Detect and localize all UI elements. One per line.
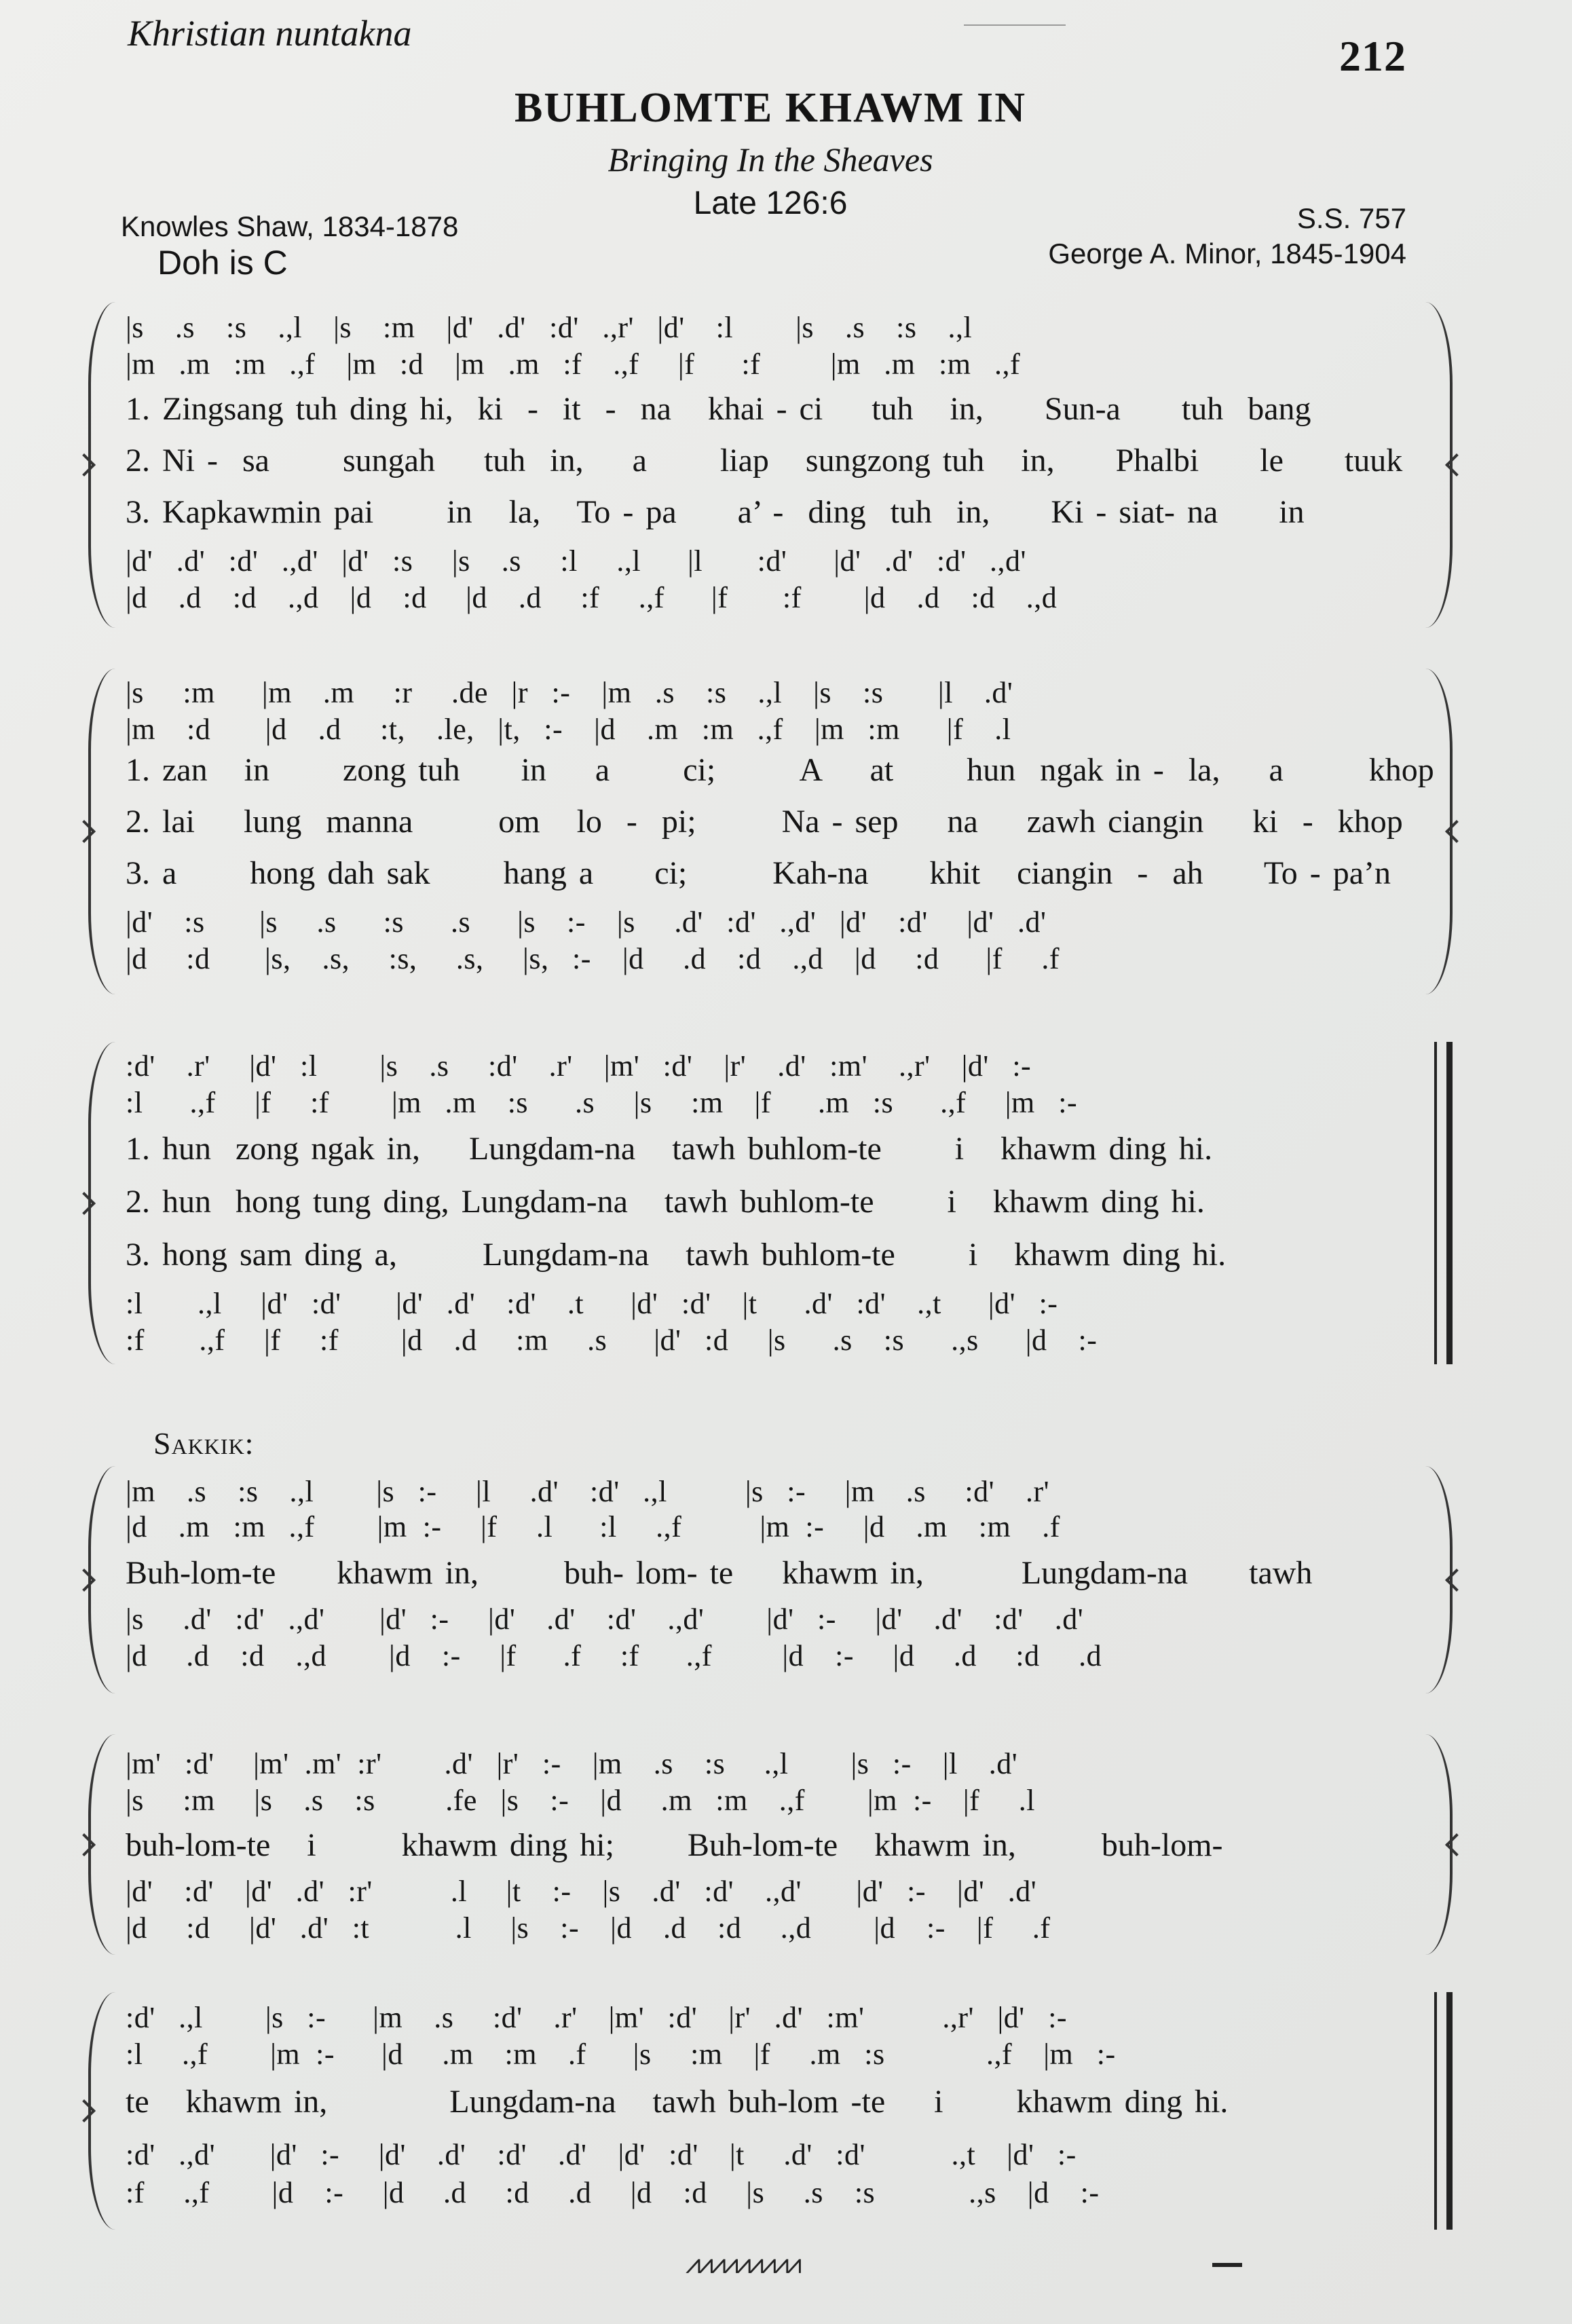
solfa-line-soprano: |s .s :s .,l |s :m |d' .d' :d' .,r' |d' :l |s .s :s .,l [126,311,973,344]
solfa-line-alto: :l .,f |m :- |d .m :m .f |s :m |f .m :s .,f |m :- [126,2038,1116,2071]
lyric-line-refrain: Buh-lom-te khawm in, buh- lom- te khawm in, Lungdam-na tawh [126,1555,1313,1591]
solfa-line-tenor: :l .,l |d' :d' |d' .d' :d' .t |d' :d' |t .d' :d' .,t |d' :- [126,1287,1058,1320]
tune-reference: S.S. 757 [1296,202,1406,234]
lyricist: Knowles Shaw, 1834-1878 [121,210,459,242]
final-barline [1434,1992,1453,2230]
key-signature: Doh is C [157,244,288,282]
solfa-line-tenor: |d' .d' :d' .,d' |d' :s |s .s :l .,l |l :d' |d' .d' :d' .,d' [126,544,1026,578]
hymn-subtitle: Bringing In the Sheaves [607,140,933,179]
lyric-line-verse-1: 1. zan in zong tuh in a ci; A at hun ngak in - la, a khop [126,752,1434,788]
solfa-line-soprano: :d' .,l |s :- |m .s :d' .r' |m' :d' |r' .d' :m' .,r' |d' :- [126,2001,1068,2034]
solfa-line-bass: |d .d :d .,d |d :d |d .d :f .,f |f :f |d .d :d .,d [126,581,1058,614]
brace-left [88,1466,118,1693]
brace-left [88,1992,118,2230]
refrain-system-1 [88,1466,1453,1693]
lyric-line-verse-2: 2. Ni - sa sungah tuh in, a liap sungzong tuh in, Phalbi le tuuk [126,443,1403,479]
brace-left [88,1042,118,1364]
running-head: Khristian nuntakna [128,13,412,54]
scripture-reference: Late 126:6 [693,185,848,221]
lyric-line-verse-3: 3. a hong dah sak hang a ci; Kah-na khit ciangin - ah To - pa’n [126,855,1391,891]
brace-right [1423,669,1453,994]
solfa-line-soprano: |m .s :s .,l |s :- |l .d' :d' .,l |s :- |m .s :d' .r' [126,1475,1050,1508]
solfa-line-bass: :f .,f |d :- |d .d :d .d |d :d |s .s :s .,s |d :- [126,2176,1100,2209]
lyric-line-verse-2: 2. lai lung manna om lo - pi; Na - sep na zawh ciangin ki - khop [126,804,1403,840]
solfa-line-alto: :l .,f |f :f |m .m :s .s |s :m |f .m :s .,f |m :- [126,1086,1078,1119]
music-system-2 [88,669,1453,994]
lyric-line-verse-3: 3. Kapkawmin pai in la, To - pa a’ - ding tuh in, Ki - siat- na in [126,494,1305,530]
solfa-line-tenor: |d' :d' |d' .d' :r' .l |t :- |s .d' :d' .,d' |d' :- |d' .d' [126,1875,1037,1908]
solfa-line-soprano: :d' .r' |d' :l |s .s :d' .r' |m' :d' |r' .d' :m' .,r' |d' :- [126,1049,1032,1083]
music-system-1 [88,302,1453,628]
solfa-line-bass: |d .d :d .,d |d :- |f .f :f .,f |d :- |d .d :d .d [126,1639,1102,1672]
refrain-label: Sakkik: [153,1426,255,1461]
lyric-line-verse-1: 1. Zingsang tuh ding hi, ki - it - na khai - ci tuh in, Sun-a tuh bang [126,391,1311,427]
composer: George A. Minor, 1845-1904 [1048,238,1406,269]
end-dash [1212,2263,1242,2267]
solfa-line-alto: |s :m |s .s :s .fe |s :- |d .m :m .,f |m :- |f .l [126,1784,1036,1817]
lyric-line-verse-3: 3. hong sam ding a, Lungdam-na tawh buhlom-te i khawm ding hi. [126,1237,1227,1273]
brace-left [88,302,118,628]
brace-right [1423,302,1453,628]
music-system-3 [88,1042,1453,1364]
brace-left [88,1734,118,1955]
solfa-line-bass: :f .,f |f :f |d .d :m .s |d' :d |s .s :s .,s |d :- [126,1324,1098,1357]
page-number: 212 [1339,32,1406,80]
lyric-line-refrain: buh-lom-te i khawm ding hi; Buh-lom-te khawm in, buh-lom- [126,1827,1223,1863]
brace-left [88,669,118,994]
refrain-system-3 [88,1992,1453,2230]
solfa-line-soprano: |m' :d' |m' .m' :r' .d' |r' :- |m .s :s .,l |s :- |l .d' [126,1747,1018,1780]
hymn-title: BUHLOMTE KHAWM IN [514,85,1026,131]
solfa-line-soprano: |s :m |m .m :r .de |r :- |m .s :s .,l |s :s |l .d' [126,676,1013,709]
brace-right [1423,1734,1453,1955]
end-ornament: ⩘⩘⩘⩘⩘⩘⩘⩘⩘ [686,2249,800,2279]
solfa-line-alto: |m .m :m .,f |m :d |m .m :f .,f |f :f |m .m :m .,f [126,348,1021,381]
final-barline [1434,1042,1453,1364]
solfa-line-tenor: |s .d' :d' .,d' |d' :- |d' .d' :d' .,d' |d' :- |d' .d' :d' .d' [126,1603,1084,1636]
lyric-line-verse-2: 2. hun hong tung ding, Lungdam-na tawh buhlom-te i khawm ding hi. [126,1184,1205,1220]
solfa-line-tenor: :d' .,d' |d' :- |d' .d' :d' .d' |d' :d' |t .d' :d' .,t |d' :- [126,2138,1077,2171]
solfa-line-bass: |d :d |s, .s, :s, .s, |s, :- |d .d :d .,d |d :d |f .f [126,942,1060,975]
lyric-line-refrain: te khawm in, Lungdam-na tawh buh-lom -te i khawm ding hi. [126,2084,1229,2120]
scan-mark [964,24,1066,26]
refrain-system-2 [88,1734,1453,1955]
lyric-line-verse-1: 1. hun zong ngak in, Lungdam-na tawh buhlom-te i khawm ding hi. [126,1131,1213,1167]
solfa-line-bass: |d :d |d' .d' :t .l |s :- |d .d :d .,d |d :- |f .f [126,1911,1051,1945]
solfa-line-alto: |m :d |d .d :t, .le, |t, :- |d .m :m .,f |m :m |f .l [126,713,1011,746]
brace-right [1423,1466,1453,1693]
solfa-line-tenor: |d' :s |s .s :s .s |s :- |s .d' :d' .,d' |d' :d' |d' .d' [126,905,1047,939]
solfa-line-alto: |d .m :m .,f |m :- |f .l :l .,f |m :- |d .m :m .f [126,1510,1060,1543]
